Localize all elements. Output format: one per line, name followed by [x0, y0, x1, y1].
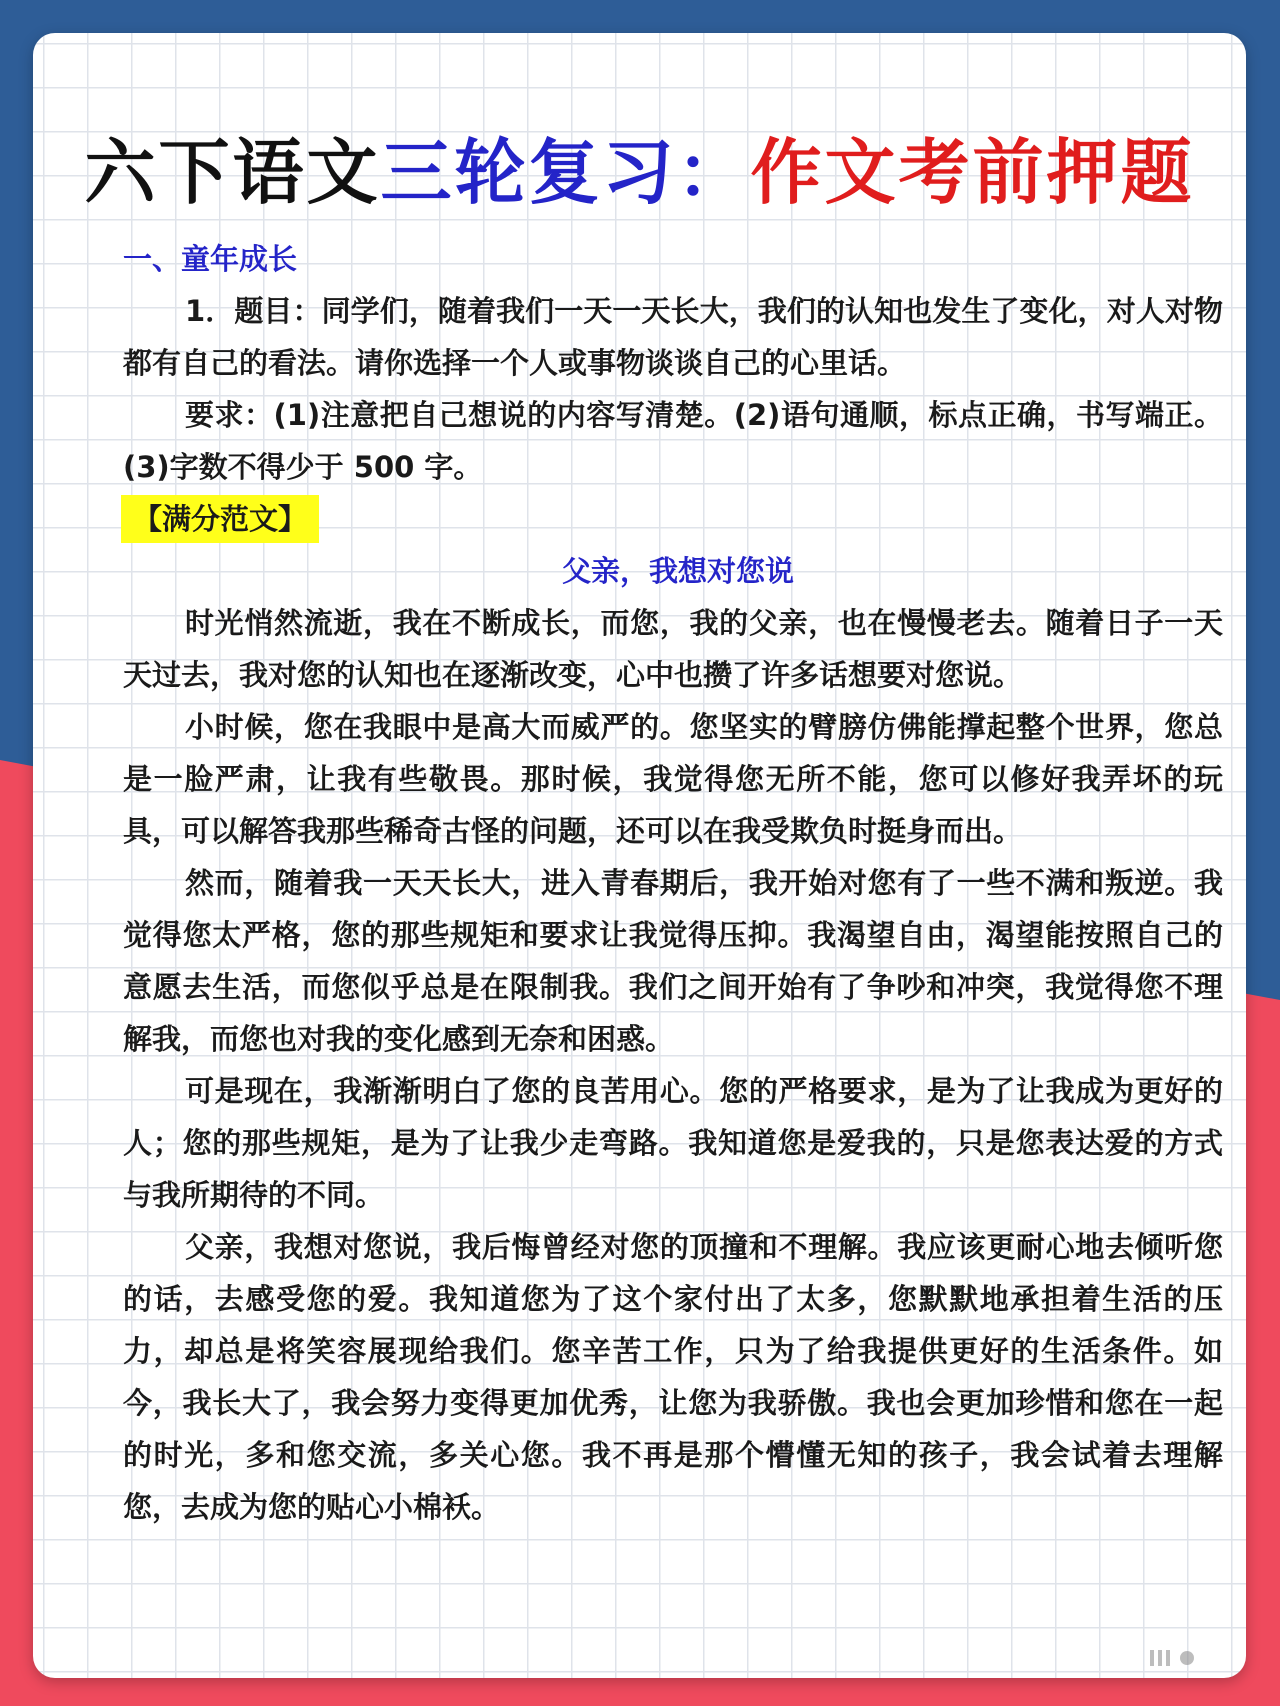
title-part-1: 六下语文 [84, 131, 381, 214]
document-card [33, 33, 1246, 1678]
essay-prompt: 1．题目：同学们，随着我们一天一天长大，我们的认知也发生了变化，对人对物都有自己的看法。请你选择一个人或事物谈谈自己的心里话。 [123, 294, 1223, 380]
essay-paragraph: 父亲，我想对您说，我后悔曾经对您的顶撞和不理解。我应该更耐心地去倾听您的话，去感受您的爱。我知道您为了这个家付出了太多，您默默地承担着生活的压力，却总是将笑容展现给我们。您辛苦工作，只为了给我提供更好的生活条件。如今，我长大了，我会努力变得更加优秀，让您为我骄傲。我也会更加珍惜和您在一起的时光，多和您交流，多关心您。我不再是那个懵懂无知的孩子，我会试着去理解您，去成为您的贴心小棉袄。 [123, 1230, 1223, 1524]
essay-paragraph: 可是现在，我渐渐明白了您的良苦用心。您的严格要求，是为了让我成为更好的人；您的那些规矩，是为了让我少走弯路。我知道您是爱我的，只是您表达爱的方式与我所期待的不同。 [123, 1074, 1223, 1212]
page-title [33, 131, 1246, 215]
title-part-2: 三轮复习： [380, 131, 751, 214]
badge-row [123, 493, 1223, 545]
section-heading: 一、童年成长 [123, 242, 298, 276]
essay-paragraph: 然而，随着我一天天长大，进入青春期后，我开始对您有了一些不满和叛逆。我觉得您太严格，您的那些规矩和要求让我觉得压抑。我渴望自由，渴望能按照自己的意愿去生活，而您似乎总是在限制我。我们之间开始有了争吵和冲突，我觉得您不理解我，而您也对我的变化感到无奈和困惑。 [123, 866, 1223, 1056]
essay-paragraph: 时光悄然流逝，我在不断成长，而您，我的父亲，也在慢慢老去。随着日子一天天过去，我对您的认知也在逐渐改变，心中也攒了许多话想要对您说。 [123, 606, 1223, 692]
essay-title: 父亲，我想对您说 [561, 554, 794, 588]
essay-requirements: 要求：(1)注意把自己想说的内容写清楚。(2)语句通顺，标点正确，书写端正。(3)字数不得少于 500 字。 [123, 398, 1223, 484]
model-essay-badge: 【满分范文】 [121, 495, 319, 543]
essay-paragraph: 小时候，您在我眼中是高大而威严的。您坚实的臂膀仿佛能撑起整个世界，您总是一脸严肃，让我有些敬畏。那时候，我觉得您无所不能，您可以修好我弄坏的玩具，可以解答我那些稀奇古怪的问题，还可以在我受欺负时挺身而出。 [123, 710, 1223, 848]
watermark-icon [1150, 1650, 1194, 1666]
title-part-3: 作文考前押题 [750, 131, 1195, 214]
document-body [123, 233, 1223, 1533]
